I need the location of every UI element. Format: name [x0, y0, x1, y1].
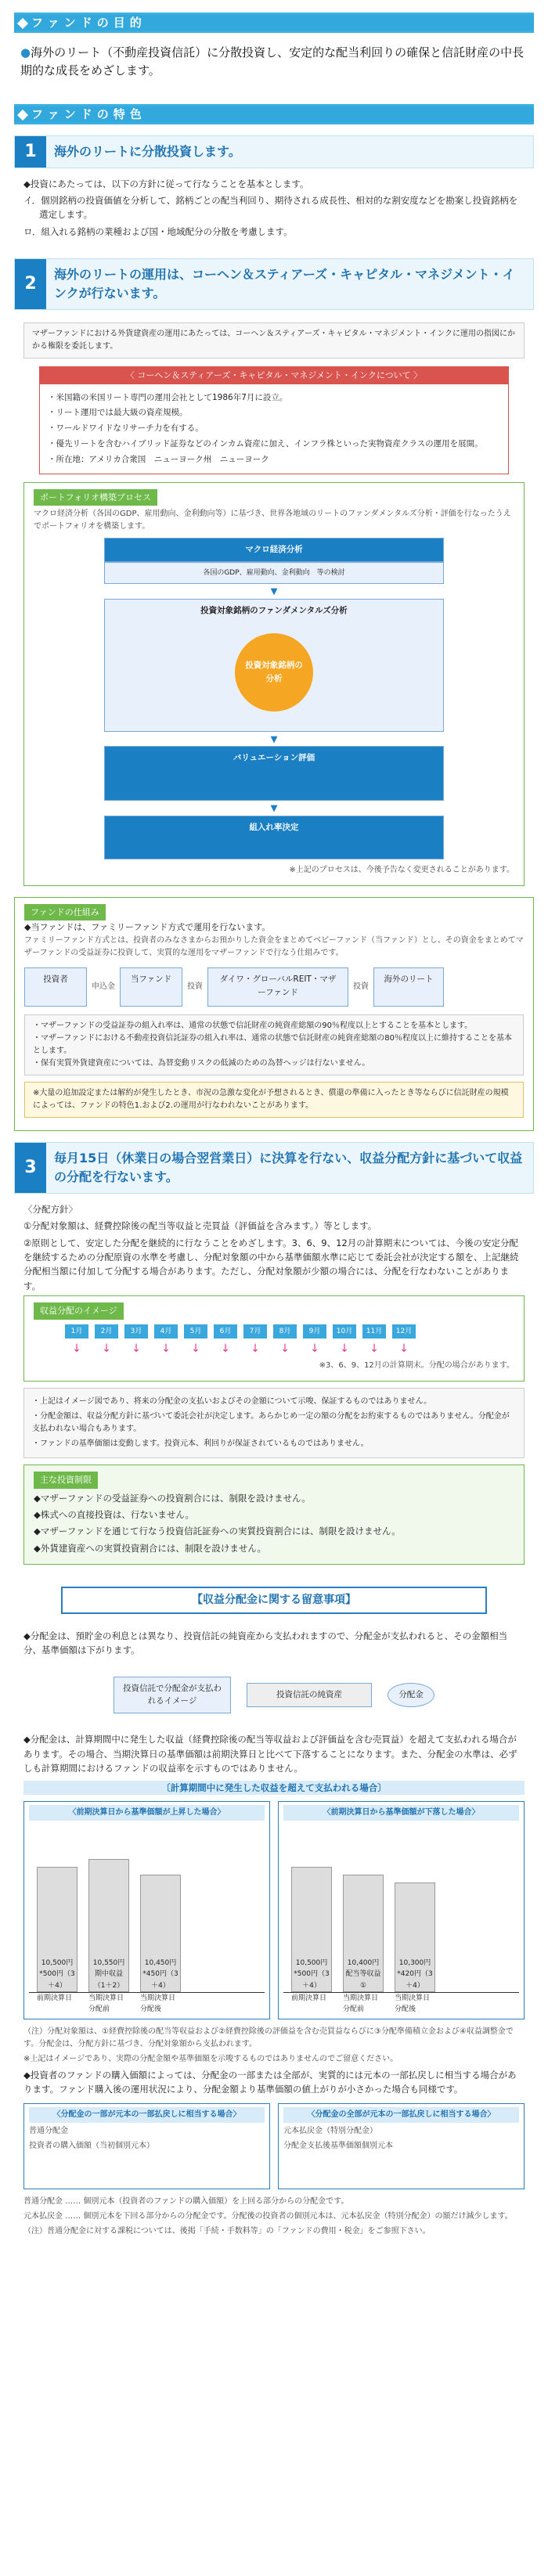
- dist-image: [23, 1295, 525, 1382]
- month-label: 7月: [243, 1324, 267, 1338]
- foot1: 普通分配金 …… 個別元本（投資者のファンドの購入価額）を上回る部分からの分配金です。: [23, 2196, 349, 2206]
- bar-value: 配当等収益 ①: [345, 1970, 381, 1990]
- arrow-down-icon: ▼: [270, 733, 278, 744]
- c-right: [278, 2103, 525, 2189]
- caution-a: ◆分配金は、預貯金の利息とは異なり、投資信託の純資産から支払われますので、分配金が支払われると、その金額相当分、基準価額は下がります。: [23, 1630, 508, 1656]
- arrow-down-icon: ▼: [270, 802, 278, 814]
- portfolio-tag: ポートフォリオ構築プロセス: [34, 489, 157, 506]
- cohen-box-body: [40, 384, 508, 474]
- grey-notes-1: [24, 1014, 524, 1075]
- bar: [140, 1875, 181, 1992]
- arrow-down-icon: ↓: [72, 1342, 81, 1355]
- bar: [37, 1867, 78, 1992]
- feature-3-title: 毎月15日（休業日の場合翌営業日）に決算を行ない、収益分配方針に基づいて収益の分配を行ないます。: [54, 1150, 523, 1184]
- cohen-item: ・リート運用では最大級の資産規模。: [48, 408, 188, 418]
- axis-label: 前期決算日: [37, 1994, 73, 2002]
- limit-item: ◆外貨建資産への実質投資割合には、制限を設けません。: [34, 1542, 267, 1554]
- feature-1-body: [14, 168, 534, 248]
- c-label: 普通分配金: [29, 2126, 68, 2135]
- compare-left: [23, 1801, 270, 2019]
- arrow-down-icon: ↓: [310, 1342, 319, 1355]
- grey-note: ・上記はイメージ図であり、将来の分配金の支払いおよびその金額について示唆、保証するものではありません。: [32, 1397, 432, 1407]
- caution-legend2: ※上記はイメージであり、実際の分配金額や基準価額を示唆するものではありませんのでご留意ください。: [23, 2054, 398, 2063]
- purpose-head: [14, 13, 534, 33]
- f3-p2: ②原則として、安定した分配を継続的に行なうことをめざします。3、6、9、12月の計算期末については、今後の安定分配を継続するための分配原資の水準を考慮し、分配対象額の中から基準価額水準に応じて委託会社が決定する額を、上記継続分配相当額に付加して分配する場合があります。ただし、分配対象額が少額の場合には、分配を行なわないことがあります。: [23, 1237, 519, 1292]
- compare-left-head: 〈前期決算日から基準価額が上昇した場合〉: [29, 1805, 265, 1821]
- caution-compare: [23, 1801, 525, 2019]
- arrow-down-icon: ↓: [340, 1342, 349, 1355]
- cohen-box: [39, 366, 509, 474]
- feature-1: [14, 135, 534, 168]
- foot2: 元本払戻金 …… 個別元本を下回る部分からの分配金です。分配後の投資者の個別元本は、元本払戻金（特別分配金）の額だけ減少します。: [23, 2211, 513, 2221]
- bar-value: *450円（3＋4）: [142, 1970, 178, 1990]
- compare-right: [278, 1801, 525, 2019]
- month-label: 1月: [65, 1324, 88, 1338]
- caution-band: 〔計算期間中に発生した収益を超えて支払われる場合〕: [23, 1781, 525, 1795]
- compare-right-head: 〈前期決算日から基準価額が下落した場合〉: [283, 1805, 519, 1821]
- left-bars: [29, 1821, 265, 1993]
- f2-note: マザーファンドにおける外貨建資産の運用にあたっては、コーヘン＆スティアーズ・キャピタル・マネジメント・インクに運用の指図にかかる権限を委託します。: [23, 322, 525, 358]
- caution-c: ◆投資者のファンドの購入価額によっては、分配金の一部または全部が、実質的には元本の一部払戻しに相当する場合があります。ファンド購入後の運用状況により、分配金額より基準価額の値上がりが小さかった場合も同様です。: [23, 2069, 517, 2095]
- flow-fund: 当ファンド: [120, 967, 182, 1007]
- feature-1-num: 1: [15, 136, 46, 168]
- c-left-head: 〈分配金の一部が元本の一部払戻しに相当する場合〉: [29, 2107, 265, 2123]
- f3-p1: ①分配対象額は、経費控除後の配当等収益と売買益（評価益を含みます。）等とします。: [23, 1220, 377, 1232]
- caution-body: [14, 1620, 534, 2246]
- cohen-item: ・所在地：アメリカ合衆国 ニューヨーク州 ニューヨーク: [48, 454, 269, 464]
- c-label: 投資者の購入価額（当初個別元本）: [29, 2141, 154, 2150]
- month-label: 5月: [184, 1324, 207, 1338]
- month-label: 8月: [273, 1324, 297, 1338]
- limits: [23, 1465, 525, 1565]
- grey-note: ・分配金額は、収益分配方針に基づいて委託会社が決定します。あらかじめ一定の額の分配をお約束するものではありません。分配金が支払われない場合もあります。: [32, 1412, 510, 1434]
- axis-label: 当期決算日 分配前: [343, 1994, 379, 2014]
- family-text: ファミリーファンド方式とは、投資者のみなさまからお預かりした資金をまとめてベビーファンド（当ファンド）とし、その資金をまとめてマザーファンドの受益証券に投資して、実質的な運用をマザーファンドで行なう仕組みです。: [24, 935, 524, 957]
- purpose-head-text: ファンドの目的: [31, 16, 146, 30]
- month-label: 11月: [362, 1324, 386, 1338]
- month-label: 3月: [124, 1324, 148, 1338]
- portfolio-process: [23, 482, 525, 886]
- arrow-down-icon: ↓: [370, 1342, 379, 1355]
- bar-value: 10,450円: [144, 1958, 177, 1967]
- process-fundamental-title: 投資対象銘柄のファンダメンタルズ分析: [200, 605, 348, 615]
- grey-note: ・保有実質外貨建資産については、為替変動リスクの低減のための為替ヘッジは行ないません。: [33, 1058, 370, 1068]
- limit-item: ◆マザーファンドの受益証券への投資割合には、制限を設けません。: [34, 1492, 311, 1504]
- bar-value: 10,300円: [398, 1958, 431, 1967]
- month-label: 2月: [95, 1324, 118, 1338]
- flow-label: 投資: [187, 982, 203, 991]
- feature-2: [14, 258, 534, 310]
- c-right-head: 〈分配金の全部が元本の一部払戻しに相当する場合〉: [283, 2107, 519, 2123]
- arrow-down-icon: ↓: [251, 1342, 260, 1355]
- feature-2-num: 2: [15, 259, 46, 309]
- process-weight: 組入れ率決定: [104, 816, 444, 859]
- process-valuation: バリュエーション評価: [104, 746, 444, 801]
- arrow-down-icon: ↓: [399, 1342, 409, 1355]
- axis-label: 当期決算日 分配前: [88, 1994, 124, 2014]
- grey-note: ・マザーファンドの受益証券の組入れ率は、通常の状態で信託財産の純資産総額の90％程度以上とすることを基本とします。: [33, 1021, 473, 1030]
- right-axis: [283, 1993, 519, 2016]
- feature-1-title: 海外のリートに分散投資します。: [54, 143, 241, 159]
- bar: [88, 1859, 129, 1992]
- features-head-text: ファンドの特色: [31, 106, 146, 121]
- feature-2-body: [14, 310, 534, 897]
- arrow-down-icon: ↓: [221, 1342, 230, 1355]
- month-label: 6月: [214, 1324, 237, 1338]
- grey-note: ・マザーファンドにおける不動産投資信託証券の組入れ率は、通常の状態で信託財産の純資産総額の80％程度以上に維持することを基本とします。: [33, 1033, 513, 1055]
- portfolio-text: マクロ経済分析（各国のGDP、雇用動向、金利動向等）に基づき、世界各地域のリートのファンダメンタルズ分析・評価を行なったうえでポートフォリオを構築します。: [34, 510, 511, 531]
- arrow-down-icon: ↓: [132, 1342, 141, 1355]
- dist-image-tag: 収益分配のイメージ: [34, 1302, 124, 1320]
- axis-label: 前期決算日: [291, 1994, 327, 2002]
- arrow-down-icon: ↓: [280, 1342, 290, 1355]
- bar: [395, 1882, 435, 1992]
- flow-label: 申込金: [92, 982, 115, 991]
- arrow-down-icon: ↓: [191, 1342, 200, 1355]
- f1-lead: ◆投資にあたっては、以下の方針に従って行なうことを基本とします。: [23, 178, 309, 189]
- arrow-down-icon: ↓: [161, 1342, 171, 1355]
- process-flow: [104, 538, 444, 859]
- bar-value: *500円（3＋4）: [294, 1970, 330, 1990]
- dist-note: ※3、6、9、12月の計算期末。分配の場合があります。: [319, 1361, 514, 1371]
- arrow-down-icon: ▼: [270, 585, 278, 597]
- left-axis: [29, 1993, 265, 2016]
- cohen-box-head: 〈 コーヘン＆スティアーズ・キャピタル・マネジメント・インクについて 〉: [40, 367, 508, 384]
- feature-3-num: 3: [15, 1143, 46, 1193]
- cohen-item: ・米国籍の米国リート専門の運用会社として1986年7月に設立。: [48, 392, 288, 402]
- caution-b: ◆分配金は、計算期間中に発生した収益（経費控除後の配当等収益および評価益を含む売買益）を超えて支払われる場合があります。その場合、当期決算日の基準価額は前期決算日と比べて下落することになります。また、分配金の水準は、必ずしも計算期間におけるファンドの収益率を示すものではありません。: [23, 1734, 517, 1774]
- caution-legend: （注）分配対象額は、①経費控除後の配当等収益および②経費控除後の評価益を含む売買益ならびに③分配準備積立金および④収益調整金です。分配金は、分配方針に基づき、分配対象額から支払われます。: [23, 2027, 514, 2048]
- month-label: 9月: [303, 1324, 326, 1338]
- caution-img-label: 投資信託の純資産: [247, 1683, 372, 1707]
- feature-2-title: 海外のリートの運用は、コーヘン＆スティアーズ・キャピタル・マネジメント・インクが行ないます。: [54, 267, 515, 301]
- flow-reit: 海外のリート: [373, 967, 444, 1007]
- f3-policy: 〈分配方針〉: [23, 1203, 78, 1215]
- limits-tag: 主な投資制限: [34, 1472, 98, 1489]
- c-label: 元本払戻金（特別分配金）: [283, 2126, 377, 2135]
- bar: [343, 1875, 384, 1992]
- bar: [291, 1867, 332, 1992]
- month-label: 12月: [392, 1324, 416, 1338]
- feature-3: [14, 1142, 534, 1194]
- arrow-down-icon: ↓: [102, 1342, 111, 1355]
- family-tag: ファンドの仕組み: [24, 904, 106, 921]
- limit-item: ◆株式への直接投資は、行ないません。: [34, 1509, 195, 1521]
- family-flow: [24, 967, 524, 1007]
- f1-i: イ．個別銘柄の投資価値を分析して、銘柄ごとの配当利回り、期待される成長性、相対的な割安度などを勘案し投資銘柄を選定します。: [23, 194, 518, 221]
- c-left: [23, 2103, 270, 2189]
- grey-notes-2: [23, 1388, 525, 1458]
- cohen-item: ・ワールドワイドなリサーチ力を有する。: [48, 423, 204, 434]
- bar-value: 10,400円: [347, 1958, 380, 1967]
- caution-title: 【収益分配金に関する留意事項】: [61, 1587, 487, 1613]
- month-label: 10月: [333, 1324, 356, 1338]
- purpose-body: 海外のリート（不動産投資信託）に分散投資し、安定的な配当利回りの確保と信託財産の中長期的な成長をめざします。: [20, 45, 525, 78]
- process-macro: マクロ経済分析: [104, 538, 444, 562]
- c-label: 分配金支払後基準価額個別元本: [283, 2141, 393, 2150]
- f1-ro: ロ．組入れる銘柄の業種および国・地域配分の分散を考慮します。: [23, 225, 293, 237]
- axis-label: 当期決算日 分配後: [140, 1994, 176, 2014]
- grey-note: ・ファンドの基準価額は変動します。投資元本、利回りが保証されているものではありません。: [32, 1439, 369, 1449]
- caution-compare-2: [23, 2103, 525, 2189]
- page: [0, 13, 548, 2576]
- bar-value: 期中収益（1＋2）: [93, 1970, 124, 1990]
- caution-img-center: 投資信託で分配金が支払われるイメージ: [114, 1677, 231, 1714]
- yellow-note: ※大量の追加設定または解約が発生したとき、市況の急激な変化が予想されるとき、償還の準備に入ったとき等ならびに信託財産の規模によっては、ファンドの特色1.および2.の運用が行なわれないことがあります。: [24, 1082, 524, 1118]
- family-lead: ◆当ファンドは、ファミリーファンド方式で運用を行ないます。: [24, 922, 271, 933]
- bar-value: 10,550円: [92, 1958, 125, 1967]
- flow-mother: ダイワ・グローバルREIT・マザーファンド: [207, 967, 348, 1007]
- flow-investor: 投資者: [24, 967, 87, 1007]
- axis-label: 当期決算日 分配後: [395, 1994, 431, 2014]
- bullet-icon: ●: [20, 45, 31, 59]
- bar-value: *420円（3＋4）: [397, 1970, 433, 1990]
- features-head: [14, 104, 534, 124]
- months: [34, 1320, 514, 1338]
- process-fundamental: [104, 599, 444, 732]
- process-macro-sub: 各国のGDP、雇用動向、金利動向 等の検討: [104, 562, 444, 584]
- month-arrows: [34, 1340, 514, 1357]
- feature-3-body: [14, 1194, 534, 1576]
- right-bars: [283, 1821, 519, 1993]
- caution-img-right: 分配金: [388, 1683, 434, 1707]
- bar-value: *500円（3＋4）: [39, 1970, 75, 1990]
- foot3: （注）普通分配金に対する課税については、後掲「手続・手数料等」の「ファンドの費用・税金」をご参照下さい。: [23, 2226, 431, 2236]
- bar-value: 10,500円: [295, 1958, 328, 1967]
- purpose-text: [14, 33, 534, 92]
- portfolio-note: ※上記のプロセスは、今後予告なく変更されることがあります。: [289, 865, 514, 874]
- caution-image: [23, 1663, 525, 1726]
- process-center: 投資対象銘柄の分析: [235, 633, 313, 712]
- family-section: [14, 897, 534, 1131]
- month-label: 4月: [154, 1324, 178, 1338]
- bar-value: 10,500円: [41, 1958, 74, 1967]
- cohen-item: ・優先リートを含むハイブリッド証券などのインカム資産に加え、インフラ株といった実物資産クラスの運用を展開。: [48, 439, 483, 449]
- limit-item: ◆マザーファンドを通じて行なう投資信託証券への実質投資割合には、制限を設けません。: [34, 1526, 401, 1537]
- flow-label: 投資: [353, 982, 369, 991]
